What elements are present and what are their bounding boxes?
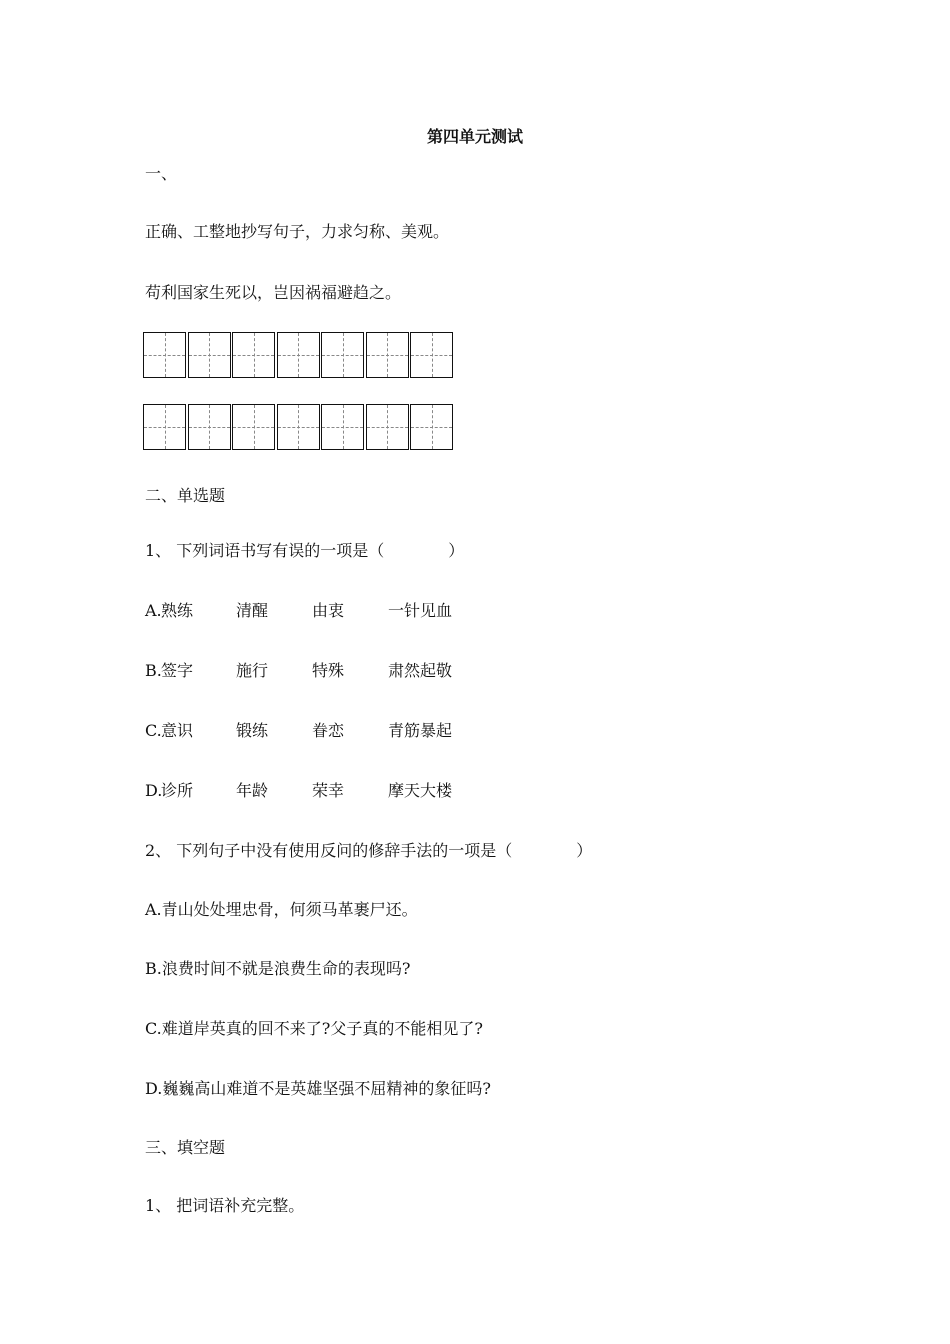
section-1-heading: 一、 — [145, 164, 178, 183]
option-word: 熟练 — [161, 601, 194, 620]
option-word: 由衷 — [312, 601, 345, 620]
option-word: 肃然起敬 — [388, 661, 453, 680]
option-word: 特殊 — [312, 661, 345, 680]
writing-cell[interactable] — [277, 332, 320, 378]
writing-cell[interactable] — [366, 332, 409, 378]
option-word: 意识 — [161, 721, 194, 740]
question-2-stem: 2、 下列句子中没有使用反问的修辞手法的一项是（ ） — [145, 841, 593, 860]
option-letter: D. — [145, 781, 163, 800]
question-1-stem: 1、 下列词语书写有误的一项是（ ） — [145, 541, 465, 560]
writing-cell[interactable] — [321, 404, 364, 450]
option-word: 施行 — [236, 661, 269, 680]
option-word: 清醒 — [236, 601, 269, 620]
option-word: 荣幸 — [312, 781, 345, 800]
section-3-heading: 三、填空题 — [145, 1138, 226, 1157]
option-letter: B. — [145, 661, 162, 680]
writing-cell[interactable] — [143, 404, 186, 450]
writing-grid-row — [143, 404, 455, 450]
writing-cell[interactable] — [410, 332, 453, 378]
option-letter: C. — [145, 721, 162, 740]
option-word: 一针见血 — [388, 601, 453, 620]
question-1-option-d[interactable] — [145, 781, 645, 801]
question-1-option-b[interactable] — [145, 661, 645, 681]
option-letter: A. — [145, 601, 162, 620]
option-word: 眷恋 — [312, 721, 345, 740]
question-2-option-c[interactable]: C.难道岸英真的回不来了?父子真的不能相见了? — [145, 1019, 483, 1038]
writing-cell[interactable] — [366, 404, 409, 450]
writing-cell[interactable] — [188, 404, 231, 450]
writing-cell[interactable] — [410, 404, 453, 450]
option-word: 诊所 — [161, 781, 194, 800]
writing-cell[interactable] — [232, 332, 275, 378]
writing-cell[interactable] — [188, 332, 231, 378]
question-2-option-b[interactable]: B.浪费时间不就是浪费生命的表现吗? — [145, 959, 411, 978]
question-2-option-a[interactable]: A.青山处处埋忠骨，何须马革裹尸还。 — [145, 900, 418, 919]
question-1-option-a[interactable] — [145, 601, 645, 621]
section-3-question-1: 1、 把词语补充完整。 — [145, 1196, 305, 1215]
page-title: 第四单元测试 — [426, 127, 523, 146]
writing-cell[interactable] — [143, 332, 186, 378]
section-1-instruction: 正确、工整地抄写句子，力求匀称、美观。 — [145, 222, 450, 241]
question-1-option-c[interactable] — [145, 721, 645, 741]
option-word: 年龄 — [236, 781, 269, 800]
writing-grid-row — [143, 332, 455, 378]
section-2-heading: 二、单选题 — [145, 486, 226, 505]
writing-cell[interactable] — [232, 404, 275, 450]
copy-sentence: 苟利国家生死以，岂因祸福避趋之。 — [145, 283, 402, 302]
option-word: 锻练 — [236, 721, 269, 740]
option-word: 青筋暴起 — [388, 721, 453, 740]
writing-cell[interactable] — [321, 332, 364, 378]
writing-cell[interactable] — [277, 404, 320, 450]
option-word: 摩天大楼 — [388, 781, 453, 800]
option-word: 签字 — [161, 661, 194, 680]
question-2-option-d[interactable]: D.巍巍高山难道不是英雄坚强不屈精神的象征吗? — [145, 1079, 491, 1098]
